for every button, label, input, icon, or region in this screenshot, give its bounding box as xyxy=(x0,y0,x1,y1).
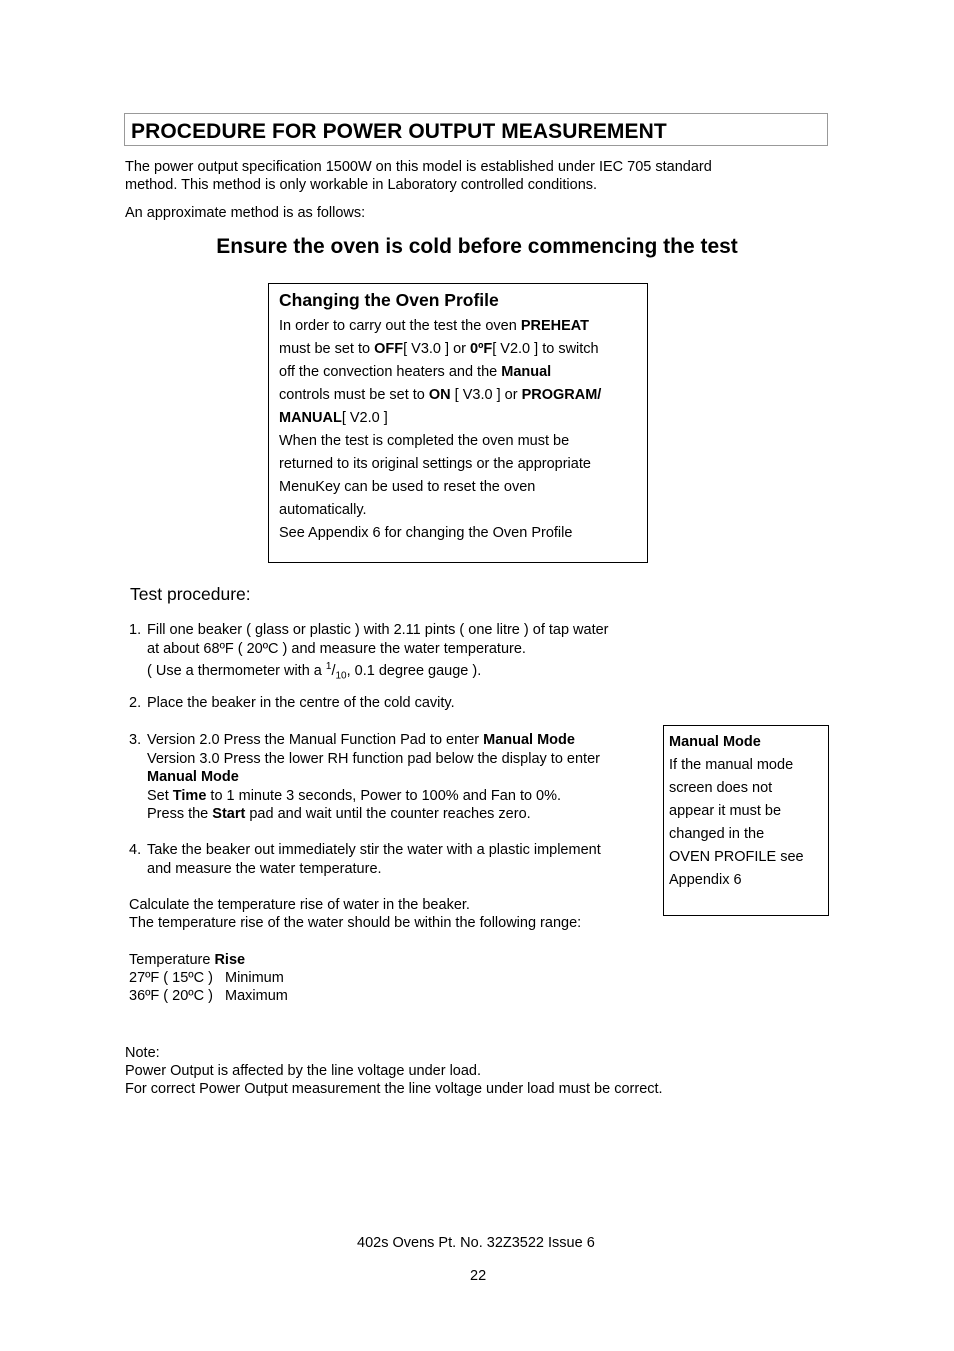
list-item: 3. Version 2.0 Press the Manual Function Pad to enter Manual Mode Version 3.0 Press the lower RH function pad below the display to enter Manual Mode Set Time to 1 minute 3 seconds, Power to 100% and Fan to 0%. Press the Start pad and wait until the counter reaches zero. xyxy=(129,732,600,822)
page-number: 22 xyxy=(470,1268,487,1284)
temperature-rise-label: Temperature Rise xyxy=(129,952,246,968)
calculation-text: Calculate the temperature rise of water in the beaker. The temperature rise of the water should be within the following range: xyxy=(129,897,582,931)
manual-mode-box: Manual Mode If the manual mode screen does not appear it must be changed in the OVEN PROFILE see Appendix 6 xyxy=(663,725,829,916)
note-label: Note: xyxy=(125,1045,160,1061)
list-item: 4. Take the beaker out immediately stir the water with a plastic implement and measure the water temperature. xyxy=(129,842,601,877)
intro-line-2: method. This method is only workable in Laboratory controlled conditions. xyxy=(125,177,598,193)
page-title: PROCEDURE FOR POWER OUTPUT MEASUREMENT xyxy=(131,120,667,143)
list-item: 2. Place the beaker in the centre of the cold cavity. xyxy=(129,695,455,711)
oven-profile-text: In order to carry out the test the oven PREHEAT must be set to OFF[ V3.0 ] or 0ºF[ V2.0 ] to switch off the convection heaters and the Manual controls must be set to ON [ V3.0 ] or PROGRAM/ MANUAL[ V2.0 ] When the test is completed the oven must be returned to its original settings or the appropriate MenuKey can be used to reset the oven automatically. See Appendix 6 for changing the Oven Profile xyxy=(279,318,602,541)
oven-profile-box xyxy=(268,283,648,563)
step-number: 4. xyxy=(129,842,142,858)
cold-oven-warning-heading: Ensure the oven is cold before commencing the test xyxy=(216,235,738,258)
temperature-rise-maximum: 36ºF ( 20ºC ) Maximum xyxy=(129,988,288,1004)
page-title-box xyxy=(124,113,828,146)
step-number: 2. xyxy=(129,695,142,711)
temperature-rise-table xyxy=(129,951,429,1005)
intro-line-1: The power output specification 1500W on this model is established under IEC 705 standard xyxy=(125,159,712,175)
intro-line-3: An approximate method is as follows: xyxy=(125,205,366,221)
oven-profile-heading: Changing the Oven Profile xyxy=(279,290,499,310)
test-procedure-label: Test procedure: xyxy=(130,584,251,604)
list-item: 1. Fill one beaker ( glass or plastic ) with 2.11 pints ( one litre ) of tap water at about 68ºF ( 20ºC ) and measure the water temperature. ( Use a thermometer with a $^1/_{10}$, 0.1 degree gauge ). xyxy=(129,622,609,682)
step-number: 3. xyxy=(129,732,142,748)
manual-mode-heading: Manual Mode xyxy=(669,734,761,750)
note-section: Note: Power Output is affected by the line voltage under load. For correct Power Output measurement the line voltage under load must be correct. xyxy=(125,1044,845,1098)
step-number: 1. xyxy=(129,622,142,638)
temperature-rise-minimum: 27ºF ( 15ºC ) Minimum xyxy=(129,970,284,986)
intro-paragraph xyxy=(125,158,845,194)
footer-document-id: 402s Ovens Pt. No. 32Z3522 Issue 6 xyxy=(357,1235,595,1251)
